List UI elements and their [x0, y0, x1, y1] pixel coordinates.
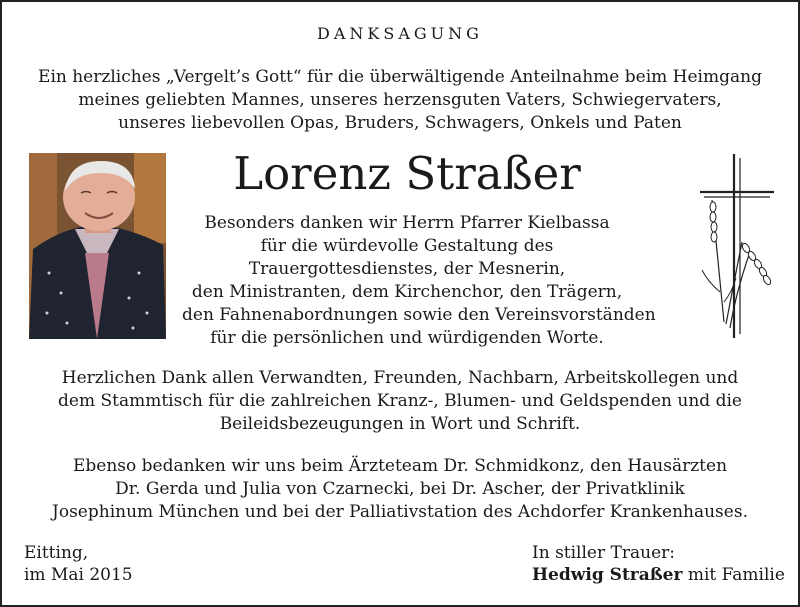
- intro-line: meines geliebten Mannes, unseres herzensguten Vaters, Schwiegervaters,: [78, 90, 722, 110]
- portrait-illustration: [29, 153, 166, 339]
- cross-wheat-icon: [696, 152, 776, 342]
- general-thanks-line: Herzlichen Dank allen Verwandten, Freunden, Nachbarn, Arbeitskollegen und: [61, 368, 739, 388]
- general-thanks: [22, 367, 778, 436]
- special-thanks-line: für die persönlichen und würdigenden Worte.: [210, 328, 604, 348]
- general-thanks-line: Beileidsbezeugungen in Wort und Schrift.: [219, 414, 581, 434]
- place-date: [24, 542, 133, 586]
- signer-name: Hedwig Straßer: [532, 565, 683, 585]
- heading: DANKSAGUNG: [317, 24, 483, 43]
- special-thanks-line: den Ministranten, dem Kirchenchor, den Trägern,: [191, 282, 623, 302]
- general-thanks-line: dem Stammtisch für die zahlreichen Kranz-, Blumen- und Geldspenden und die: [58, 391, 742, 411]
- special-thanks-line: für die würdevolle Gestaltung des: [260, 236, 554, 256]
- intro-text: [22, 66, 778, 135]
- signer-suffix: mit Familie: [682, 565, 785, 585]
- intro-line: Ein herzliches „Vergelt’s Gott“ für die überwältigende Anteilnahme beim Heimgang: [38, 67, 762, 87]
- deceased-name: Lorenz Straßer: [233, 147, 581, 200]
- signature-block: [532, 542, 785, 586]
- date: im Mai 2015: [24, 565, 133, 585]
- portrait-photo: [29, 153, 166, 339]
- medical-thanks: [22, 455, 778, 524]
- medical-thanks-line: Ebenso bedanken wir uns beim Ärzteteam Dr. Schmidkonz, den Hausärzten: [72, 456, 728, 476]
- signer: [532, 564, 785, 586]
- special-thanks-line: Trauergottesdienstes, der Mesnerin,: [248, 259, 566, 279]
- medical-thanks-line: Dr. Gerda und Julia von Czarnecki, bei Dr. Ascher, der Privatklinik: [115, 479, 685, 499]
- place: Eitting,: [24, 543, 89, 563]
- intro-line: unseres liebevollen Opas, Bruders, Schwagers, Onkels und Paten: [118, 113, 682, 133]
- medical-thanks-line: Josephinum München und bei der Palliativstation des Achdorfer Krankenhauses.: [52, 502, 748, 522]
- mourning-label: In stiller Trauer:: [532, 543, 675, 563]
- special-thanks-line: Besonders danken wir Herrn Pfarrer Kielbassa: [204, 213, 610, 233]
- special-thanks: [182, 212, 656, 350]
- special-thanks-line: den Fahnenabordnungen sowie den Vereinsvorständen: [182, 305, 656, 325]
